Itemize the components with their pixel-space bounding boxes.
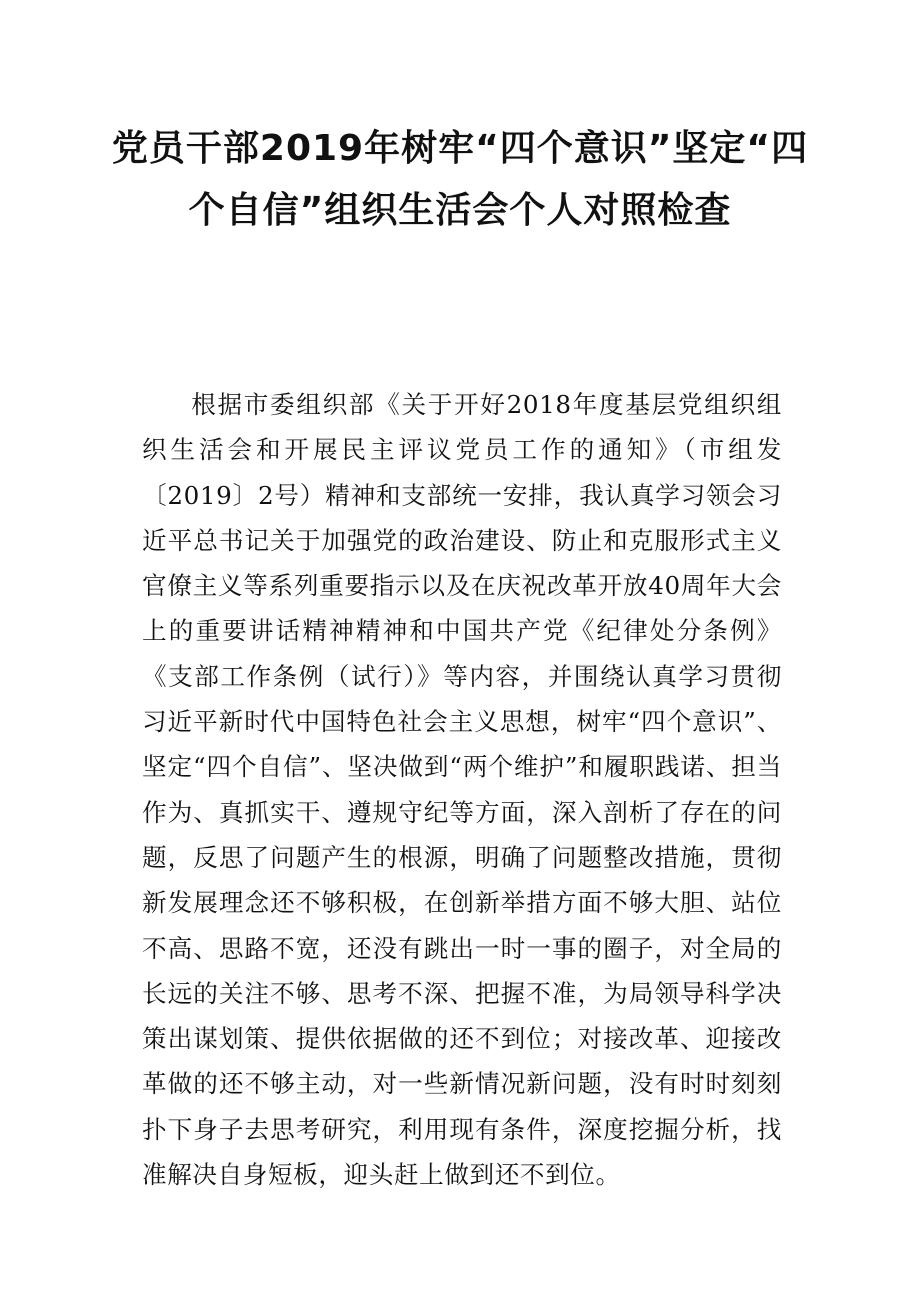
document-title: 党员干部2019年树牢“四个意识”坚定“四个自信”组织生活会个人对照检查	[111, 128, 809, 231]
body-paragraph: 根据市委组织部《关于开好2018年度基层党组织组织生活会和开展民主评议党员工作的通知》（市组发〔2019〕2号）精神和支部统一安排，我认真学习领会习近平总书记关于加强党的政治建设、防止和克服形式主义官僚主义等系列重要指示以及在庆祝改革开放40周年大会上的重要讲话精神精神和中国共产党《纪律处分条例》《支部工作条例（试行）》等内容，并围绕认真学习贯彻习近平新时代中国特色社会主义思想，树牢“四个意识”、坚定“四个自信”、坚决做到“两个维护”和履职践诺、担当作为、真抓实干、遵规守纪等方面，深入剖析了存在的问题，反思了问题产生的根源，明确了问题整改措施，贯彻新发展理念还不够积极，在创新举措方面不够大胆、站位不高、思路不宽，还没有跳出一时一事的圈子，对全局的长远的关注不够、思考不深、把握不准，为局领导科学决策出谋划策、提供依据做的还不到位；对接改革、迎接改革做的还不够主动，对一些新情况新问题，没有时时刻刻扑下身子去思考研究，利用现有条件，深度挖掘分析，找准解决自身短板，迎头赶上做到还不到位。	[142, 390, 782, 1190]
